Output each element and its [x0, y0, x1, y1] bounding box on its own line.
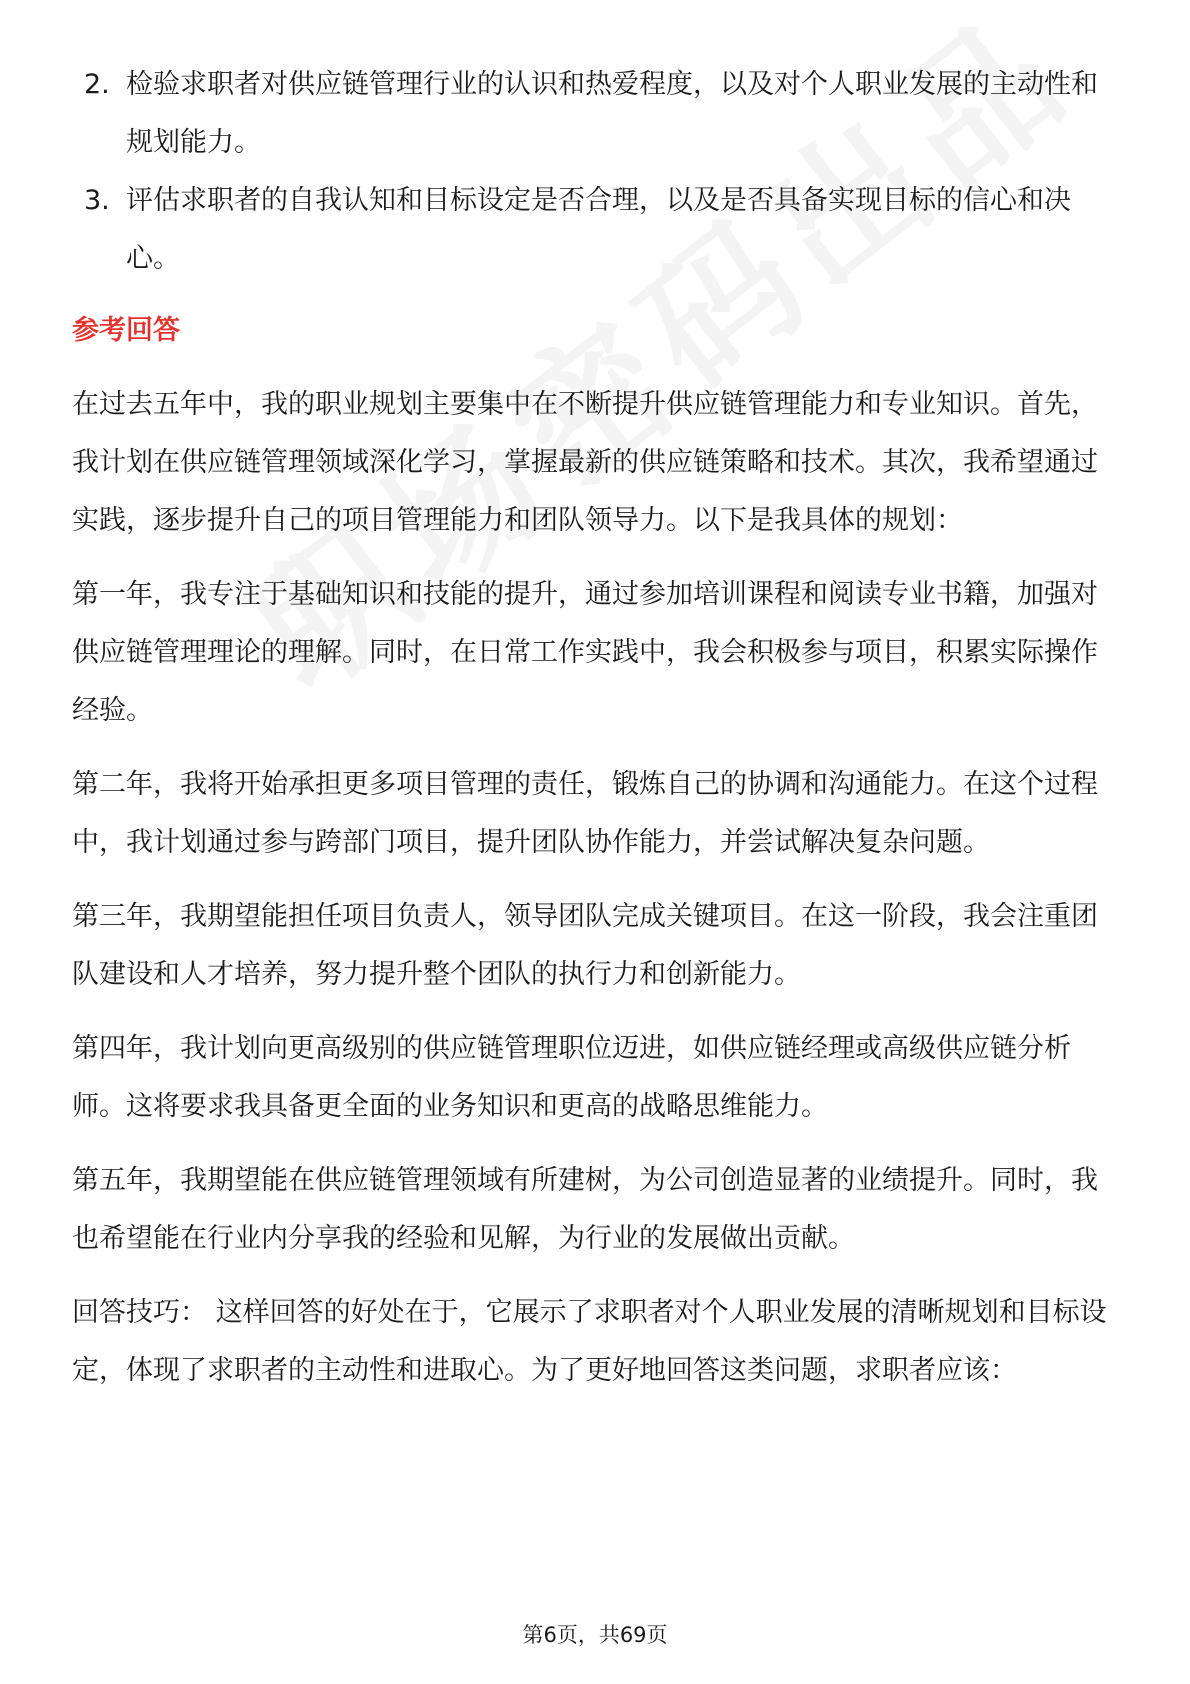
- page-footer: 第6页，共69页: [522, 1623, 668, 1647]
- list-text: 评估求职者的自我认知和目标设定是否合理，以及是否具备实现目标的信心和决心。: [126, 185, 1071, 274]
- list-item: [72, 56, 1124, 172]
- paragraph: 第一年，我专注于基础知识和技能的提升，通过参加培训课程和阅读专业书籍，加强对供应链管理理论的理解。同时，在日常工作实践中，我会积极参与项目，积累实际操作经验。: [72, 579, 1098, 726]
- paragraph: 回答技巧： 这样回答的好处在于，它展示了求职者对个人职业发展的清晰规划和目标设定，体现了求职者的主动性和进取心。为了更好地回答这类问题，求职者应该：: [72, 1297, 1107, 1386]
- paragraph: 第四年，我计划向更高级别的供应链管理职位迈进，如供应链经理或高级供应链分析师。这将要求我具备更全面的业务知识和更高的战略思维能力。: [72, 1033, 1071, 1122]
- paragraph: 第五年，我期望能在供应链管理领域有所建树，为公司创造显著的业绩提升。同时，我也希望能在行业内分享我的经验和见解，为行业的发展做出贡献。: [72, 1165, 1098, 1254]
- section-heading: 参考回答: [72, 315, 180, 346]
- list-item: [72, 172, 1124, 288]
- list-number: 3.: [84, 185, 110, 216]
- paragraph: 第二年，我将开始承担更多项目管理的责任，锻炼自己的协调和沟通能力。在这个过程中，我计划通过参与跨部门项目，提升团队协作能力，并尝试解决复杂问题。: [72, 769, 1098, 858]
- list-number: 2.: [84, 69, 110, 100]
- paragraph: 第三年，我期望能担任项目负责人，领导团队完成关键项目。在这一阶段，我会注重团队建设和人才培养，努力提升整个团队的执行力和创新能力。: [72, 901, 1098, 990]
- page-content: [72, 56, 1124, 1416]
- list-text: 检验求职者对供应链管理行业的认识和热爱程度，以及对个人职业发展的主动性和规划能力。: [126, 69, 1098, 158]
- paragraph: 在过去五年中，我的职业规划主要集中在不断提升供应链管理能力和专业知识。首先，我计划在供应链管理领域深化学习，掌握最新的供应链策略和技术。其次，我希望通过实践，逐步提升自己的项目管理能力和团队领导力。以下是我具体的规划：: [72, 389, 1098, 536]
